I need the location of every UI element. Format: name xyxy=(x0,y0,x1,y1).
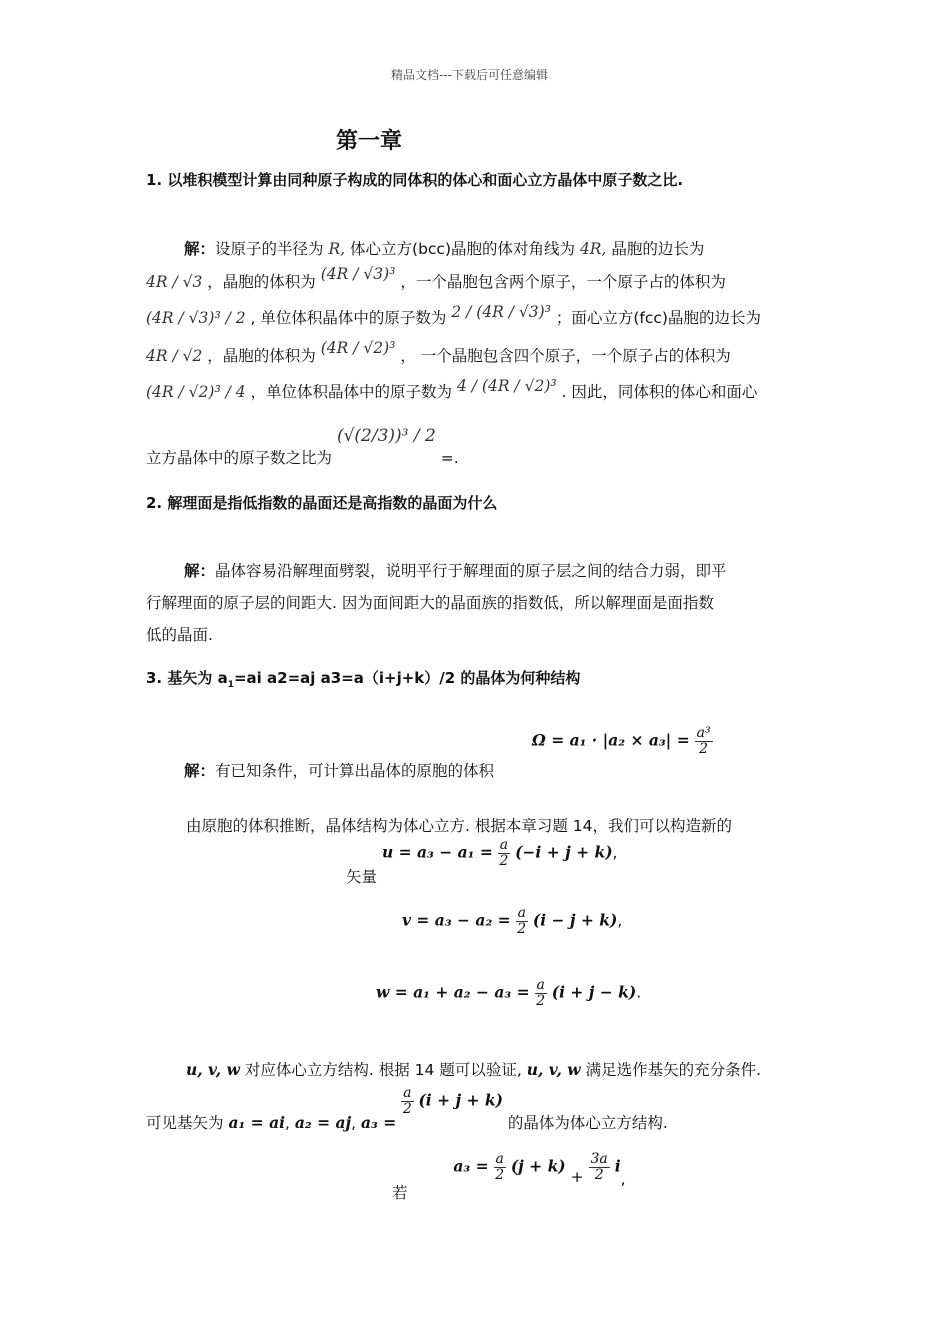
q1-text: . 因此，同体积的体心和面心 xyxy=(561,383,758,401)
q1-text: ，晶胞的体积为 xyxy=(207,273,316,291)
math-edge-bcc: 4R / √3 xyxy=(146,273,203,291)
q1-text: ；面心立方(fcc)晶胞的边长为 xyxy=(555,309,761,327)
q3-title-sub: 1 xyxy=(227,680,234,690)
q3-line-4: 可见基矢为 a₁ = ai, a₂ = aj, a₃ = $\frac{a}{2}$ (i + j + k) 的晶体为体心立方结构. xyxy=(146,1085,668,1132)
q1-line-5 xyxy=(146,377,758,402)
w-rhs: (i + j − k) xyxy=(551,982,637,1002)
fraction xyxy=(695,726,713,756)
math-vol-bcc: (4R / √3)³ xyxy=(320,265,396,283)
math-density-fcc: 4 / (4R / √2)³ xyxy=(456,377,557,395)
numerator: a xyxy=(536,977,545,993)
uvw-vectors: u, v, w xyxy=(186,1060,240,1079)
q1-text: ， 一个晶胞包含四个原子，一个原子占的体积为 xyxy=(400,347,731,365)
fraction xyxy=(516,906,528,936)
fraction xyxy=(401,1086,413,1116)
fraction xyxy=(494,1152,506,1182)
u-lhs: u = a₃ − a₁ = xyxy=(381,842,493,862)
q3-text: 对应体心立方结构. 根据 14 题可以验证, xyxy=(244,1061,522,1079)
question-2-title: 2. 解理面是指低指数的晶面还是高指数的晶面为什么 xyxy=(146,494,498,512)
vector-label: 矢量 xyxy=(346,867,378,886)
omega-expr: Ω = a₁ · |a₂ × a₃| = xyxy=(532,730,690,750)
page-header: 精品文档---下载后可任意编辑 xyxy=(391,68,548,82)
v-lhs: v = a₃ − a₂ = xyxy=(402,910,511,930)
vector-v-line: v = a₃ − a₂ = $\frac{a}{2}$ (i − j + k), xyxy=(402,905,623,937)
math-atom-vol-bcc: (4R / √3)³ / 2 xyxy=(146,309,246,327)
a2-eq: a₂ = aj xyxy=(294,1112,352,1132)
v-rhs: (i − j + k) xyxy=(532,910,618,930)
q3-title-part: 3. 基矢为 a xyxy=(146,669,228,687)
chapter-title: 第一章 xyxy=(336,129,403,154)
w-lhs: w = a₁ + a₂ − a₃ = xyxy=(376,982,530,1002)
math-ratio: (√(2/3))³ / 2 xyxy=(336,426,436,446)
math-vol-fcc: (4R / √2)³ xyxy=(320,339,396,357)
q1-text: 设原子的半径为 xyxy=(215,240,324,258)
solution-label: 解： xyxy=(184,562,216,580)
a3-eq-alt: a₃ = xyxy=(453,1156,489,1176)
q1-text: ，单位体积晶体中的原子数为 xyxy=(250,383,453,401)
q3-title-part: =ai a2=aj a3=a（i+j+k）/2 的晶体为何种结构 xyxy=(233,669,581,687)
solution-label: 解： xyxy=(184,240,216,258)
q3-line-3 xyxy=(186,1058,761,1080)
q1-text: =. xyxy=(440,449,459,467)
ruo-label: 若 xyxy=(392,1183,408,1202)
q1-text: , 单位体积晶体中的原子数为 xyxy=(250,309,447,327)
q1-line-4 xyxy=(146,339,731,366)
denominator: 2 xyxy=(495,1166,505,1183)
q1-line-2 xyxy=(146,265,726,292)
math-R: R, xyxy=(328,240,346,258)
q2-line-2: 行解理面的原子层的间距大. 因为面间距大的晶面族的指数低，所以解理面是面指数 xyxy=(146,594,714,612)
u-rhs: (−i + j + k) xyxy=(515,842,613,862)
fraction xyxy=(535,978,547,1008)
fraction xyxy=(589,1152,610,1182)
question-3-title xyxy=(146,667,580,690)
q3-text: 满足选作基矢的充分条件. xyxy=(585,1061,762,1079)
math-atom-vol-fcc: (4R / √2)³ / 4 xyxy=(146,383,246,401)
solution-label: 解： xyxy=(184,762,216,780)
math-density-bcc: 2 / (4R / √3)³ xyxy=(451,303,551,321)
q3-line-5: 若 a₃ = $\frac{a}{2}$ (j + k) + $\frac{3a}{2}$ i, xyxy=(392,1151,626,1202)
q1-line-3 xyxy=(146,303,761,328)
q3-text: 的晶体为体心立方结构. xyxy=(507,1113,668,1132)
numerator: a xyxy=(499,837,509,853)
a3-rhs: (i + j + k) xyxy=(418,1090,503,1110)
a3-eq: a₃ = xyxy=(361,1112,397,1132)
denominator: 2 xyxy=(594,1166,604,1183)
numerator: 3a xyxy=(590,1151,608,1167)
q3-line-2: 由原胞的体积推断，晶体结构为体心立方. 根据本章习题 14，我们可以构造新的 xyxy=(186,817,733,835)
q1-text: 立方晶体中的原子数之比为 xyxy=(146,449,333,467)
denominator: 2 xyxy=(402,1100,412,1117)
numerator: a xyxy=(495,1151,504,1167)
q1-text: 体心立方(bcc)晶胞的体对角线为 xyxy=(350,240,575,258)
a1-eq: a₁ = ai xyxy=(228,1112,285,1132)
denominator: 2 xyxy=(517,920,527,937)
denominator: 2 xyxy=(699,740,709,757)
q1-text: ，一个晶胞包含两个原子，一个原子占的体积为 xyxy=(400,273,726,291)
math-4R: 4R, xyxy=(579,240,607,258)
plus: + xyxy=(570,1167,584,1186)
vector-w-line: w = a₁ + a₂ − a₃ = $\frac{a}{2}$ (i + j − k). xyxy=(376,977,642,1009)
math-edge-fcc: 4R / √2 xyxy=(146,347,203,365)
vector-u-line: 矢量 u = a₃ − a₁ = $\frac{a}{2}$ (−i + j + k), xyxy=(346,837,618,886)
uvw-vectors: u, v, w xyxy=(526,1060,581,1079)
numerator: a xyxy=(403,1085,412,1101)
denominator: 2 xyxy=(499,852,509,869)
q3-line-1 xyxy=(184,759,494,781)
q3-text: 可见基矢为 xyxy=(146,1113,224,1132)
q2-line-3: 低的晶面. xyxy=(146,626,213,644)
q1-text: ，晶胞的体积为 xyxy=(207,347,316,365)
q2-line-1 xyxy=(184,559,727,581)
q3-text: 有已知条件，可计算出晶体的原胞的体积 xyxy=(215,762,495,780)
math-omega xyxy=(532,726,713,756)
denominator: 2 xyxy=(536,992,546,1009)
i-term: i xyxy=(614,1156,621,1176)
q1-text: 晶胞的边长为 xyxy=(611,240,705,258)
numerator: a³ xyxy=(696,725,711,741)
q1-line-6 xyxy=(146,426,459,468)
q1-line-1 xyxy=(184,237,704,259)
jk-term: (j + k) xyxy=(510,1156,566,1176)
fraction xyxy=(498,838,510,868)
question-1-title: 1. 以堆积模型计算由同种原子构成的同体积的体心和面心立方晶体中原子数之比. xyxy=(146,171,684,189)
q2-text: 晶体容易沿解理面劈裂，说明平行于解理面的原子层之间的结合力弱，即平 xyxy=(215,562,727,580)
numerator: a xyxy=(517,905,526,921)
